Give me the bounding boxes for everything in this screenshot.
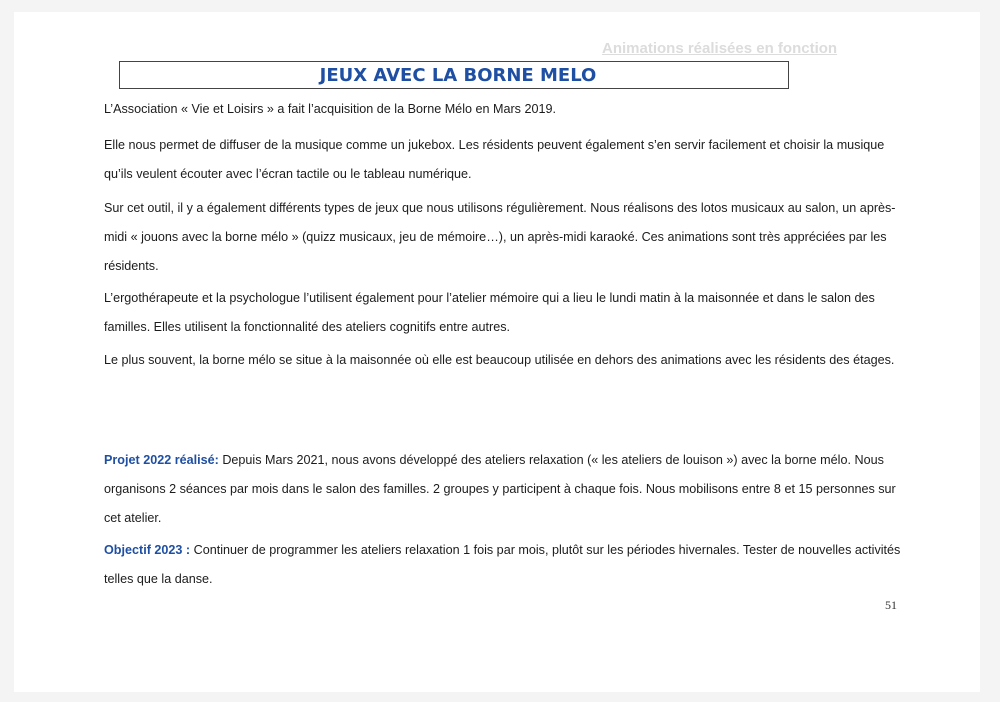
paragraph-acquisition: L’Association « Vie et Loisirs » a fait l’acquisition de la Borne Mélo en Mars 2019. <box>104 102 556 116</box>
paragraph-projet <box>104 446 904 533</box>
page-title: JEUX AVEC LA BORNE MELO <box>319 65 597 86</box>
paragraph-atelier-memoire: L’ergothérapeute et la psychologue l’utilisent également pour l’atelier mémoire qui a lieu le lundi matin à la maisonnée et dans le salon des familles. Elles utilisent la fonctionnalité des ateliers cognitifs entre autres. <box>104 291 875 334</box>
projet-label: Projet 2022 réalisé: <box>104 453 219 467</box>
paragraph-maisonnee: Le plus souvent, la borne mélo se situe à la maisonnée où elle est beaucoup utilisée en dehors des animations avec les résidents des étages. <box>104 353 895 367</box>
page-number: 51 <box>885 598 897 612</box>
title-box <box>119 61 789 89</box>
projet-text: Depuis Mars 2021, nous avons développé des ateliers relaxation (« les ateliers de louison ») avec la borne mélo. Nous organisons 2 séances par mois dans le salon des familles. 2 groupes y participent à chaque fois. Nous mobilisons entre 8 et 15 personnes sur cet atelier. <box>104 453 896 525</box>
paragraph-jeux: Sur cet outil, il y a également différents types de jeux que nous utilisons régulièrement. Nous réalisons des lotos musicaux au salon, un après-midi « jouons avec la borne mélo » (quizz musicaux, jeu de mémoire…), un après-midi karaoké. Ces animations sont très appréciées par les résidents. <box>104 201 896 273</box>
bleed-through-heading: Animations réalisées en fonction <box>602 40 838 57</box>
paragraph-jukebox: Elle nous permet de diffuser de la musique comme un jukebox. Les résidents peuvent également s’en servir facilement et choisir la musique qu’ils veulent écouter avec l’écran tactile ou le tableau numérique. <box>104 138 885 181</box>
objectif-label: Objectif 2023 : <box>104 543 191 557</box>
paragraph-objectif <box>104 536 904 594</box>
objectif-text: Continuer de programmer les ateliers relaxation 1 fois par mois, plutôt sur les périodes hivernales. Tester de nouvelles activités telles que la danse. <box>104 543 901 586</box>
